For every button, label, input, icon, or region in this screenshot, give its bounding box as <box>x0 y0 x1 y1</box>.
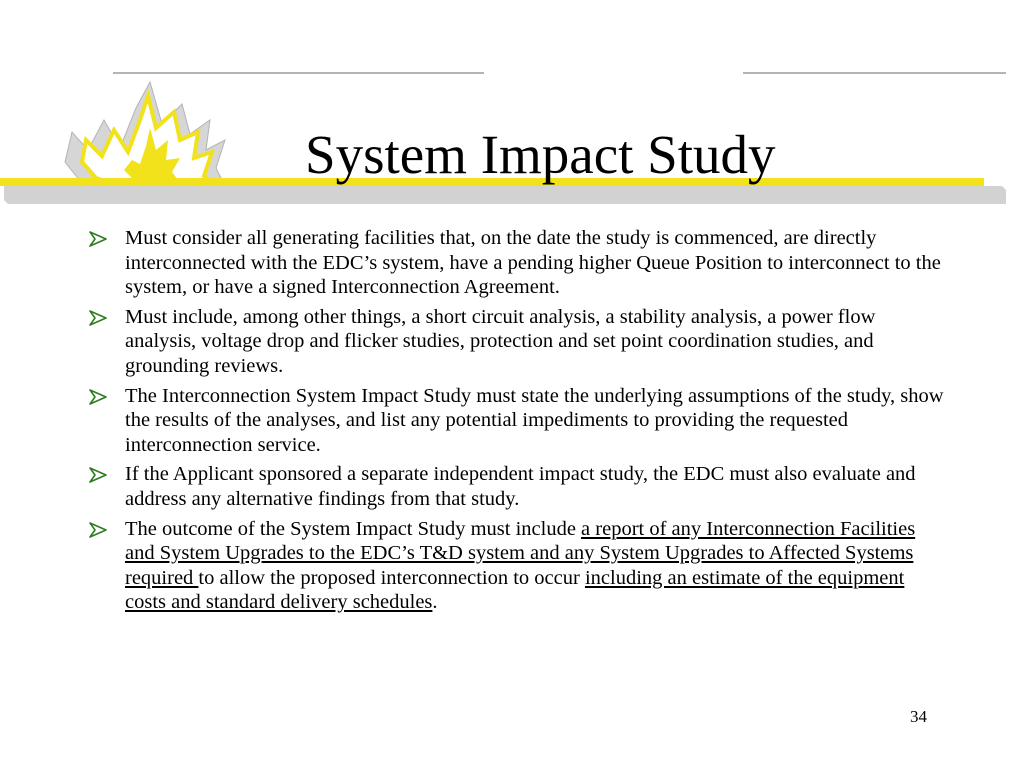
bullet-item <box>88 384 948 458</box>
bullet-text: Must include, among other things, a short circuit analysis, a stability analysis, a power flow analysis, voltage drop and flicker studies, protection and set point coordination studies, and grounding reviews. <box>125 305 876 377</box>
underlined-phrase: including an estimate of the equipment costs and standard delivery schedules <box>125 566 905 614</box>
slide-title: System Impact Study <box>305 124 776 185</box>
bullet-item <box>88 517 948 615</box>
underlined-phrase: a report of any Interconnection Facilities and System Upgrades to the EDC’s T&D system and any System Upgrades to Affected Systems required <box>125 517 916 589</box>
bullet-item <box>88 305 948 379</box>
bullet-text: Must consider all generating facilities that, on the date the study is commenced, are directly interconnected with the EDC’s system, have a pending higher Queue Position to interconnect to the system, or have a signed Interconnection Agreement. <box>125 227 941 299</box>
arrow-bullet-icon <box>89 389 107 405</box>
bullet-item <box>88 226 948 300</box>
bullet-text: The Interconnection System Impact Study must state the underlying assumptions of the study, show the results of the analyses, and list any potential impediments to providing the requested interconnection service. <box>125 384 944 456</box>
arrow-bullet-icon <box>89 310 107 326</box>
bullet-item <box>88 462 948 511</box>
title-bar-shadow <box>4 186 1006 204</box>
bullet-text: If the Applicant sponsored a separate independent impact study, the EDC must also evaluate and address any alternative findings from that study. <box>125 463 916 510</box>
arrow-bullet-icon <box>89 231 107 247</box>
arrow-bullet-icon <box>89 522 107 538</box>
arrow-bullet-icon <box>89 467 107 483</box>
bullet-text-part: The outcome of the System Impact Study must include <box>125 517 582 540</box>
bullet-text-part: . <box>432 591 438 614</box>
bullet-list <box>88 226 948 620</box>
bullet-text-part: to allow the proposed interconnection to occur <box>198 566 585 589</box>
bullet-text <box>125 518 915 614</box>
page-number: 34 <box>910 707 927 726</box>
